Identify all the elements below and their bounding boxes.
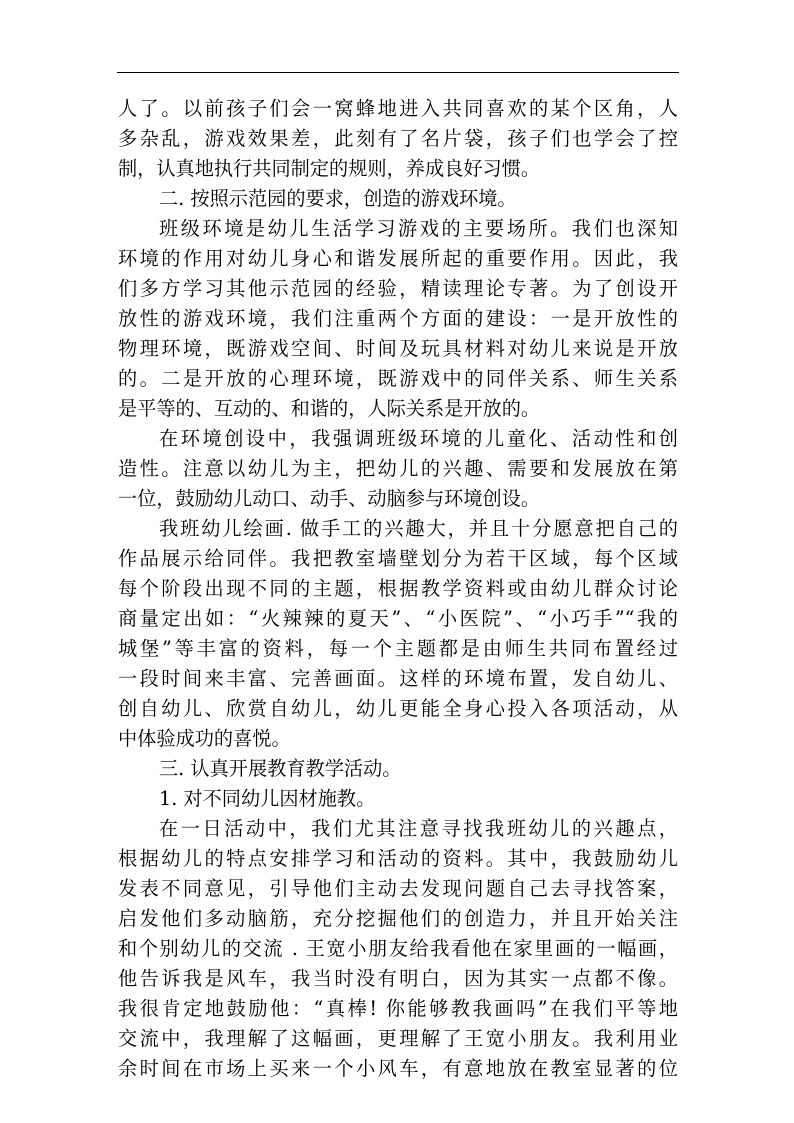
text-line: 启发他们多动脑筋，充分挖掘他们的创造力，并且开始关注 (118, 907, 678, 930)
text-line: 商量定出如：“火辣辣的夏天”、“小医院”、“小巧手”“我的 (118, 607, 678, 630)
text-line: 在一日活动中，我们尤其注意寻找我班幼儿的兴趣点， (159, 817, 678, 840)
text-line: 制，认真地执行共同制定的规则，养成良好习惯。 (118, 157, 541, 180)
text-line: 在环境创设中，我强调班级环境的儿童化、活动性和创 (159, 427, 678, 450)
text-line: 造性。注意以幼儿为主，把幼儿的兴趣、需要和发展放在第 (118, 457, 678, 480)
text-line: 创自幼儿、欣赏自幼儿，幼儿更能全身心投入各项活动，从 (118, 697, 678, 720)
text-line: 放性的游戏环境，我们注重两个方面的建设：一是开放性的 (118, 307, 678, 330)
text-line: 我班幼儿绘画. 做手工的兴趣大，并且十分愿意把自己的 (159, 517, 678, 540)
text-line: 是平等的、互动的、和谐的，人际关系是开放的。 (118, 397, 541, 420)
text-line: 多杂乱，游戏效果差，此刻有了名片袋，孩子们也学会了控 (118, 127, 678, 150)
text-line: 环境的作用对幼儿身心和谐发展所起的重要作用。因此，我 (118, 247, 678, 270)
text-line: 一段时间来丰富、完善画面。这样的环境布置，发自幼儿、 (118, 667, 678, 690)
text-line: 人了。以前孩子们会一窝蜂地进入共同喜欢的某个区角，人 (118, 97, 678, 120)
text-line: 交流中，我理解了这幅画，更理解了王宽小朋友。我利用业 (118, 1027, 678, 1050)
text-line: 我很肯定地鼓励他：“真棒! 你能够教我画吗”在我们平等地 (118, 997, 678, 1020)
text-line: 发表不同意见，引导他们主动去发现问题自己去寻找答案， (118, 877, 678, 900)
text-line: 他告诉我是风车，我当时没有明白，因为其实一点都不像。 (118, 967, 678, 990)
text-line: 班级环境是幼儿生活学习游戏的主要场所。我们也深知 (159, 217, 678, 240)
text-line: 城堡”等丰富的资料，每一个主题都是由师生共同布置经过 (118, 637, 678, 660)
text-line: 一位，鼓励幼儿动口、动手、动脑参与环境创设。 (118, 487, 541, 510)
body-text (118, 94, 678, 1084)
text-line: 每个阶段出现不同的主题，根据教学资料或由幼儿群众讨论 (118, 577, 678, 600)
header-rule (117, 72, 679, 73)
section-heading: 三. 认真开展教育教学活动。 (159, 757, 402, 780)
text-line: 们多方学习其他示范园的经验，精读理论专著。为了创设开 (118, 277, 678, 300)
text-line: 中体验成功的喜悦。 (118, 727, 291, 750)
text-line: 根据幼儿的特点安排学习和活动的资料。其中，我鼓励幼儿 (118, 847, 678, 870)
text-line: 物理环境，既游戏空间、时间及玩具材料对幼儿来说是开放 (118, 337, 678, 360)
text-line: 作品展示给同伴。我把教室墙壁划分为若干区域，每个区域 (118, 547, 678, 570)
text-line: 和个别幼儿的交流 . 王宽小朋友给我看他在家里画的一幅画， (118, 937, 678, 960)
section-heading: 二. 按照示范园的要求，创造的游戏环境。 (159, 187, 517, 210)
text-line: 余时间在市场上买来一个小风车，有意地放在教室显著的位 (118, 1057, 678, 1080)
subsection-heading: 1. 对不同幼儿因材施教。 (159, 787, 376, 810)
text-line: 的。二是开放的心理环境，既游戏中的同伴关系、师生关系 (118, 367, 678, 390)
